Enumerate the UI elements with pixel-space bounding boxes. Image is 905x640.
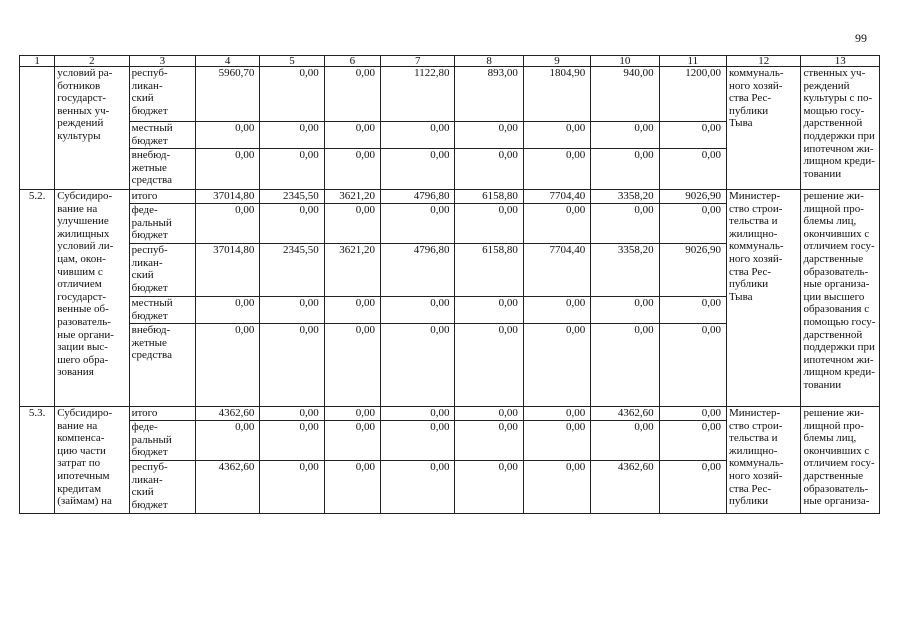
amount-cell: 4362,60	[196, 461, 260, 514]
amount-cell: 0,00	[381, 461, 455, 514]
amount-cell: 0,00	[659, 421, 726, 461]
amount-cell: 7704,40	[523, 190, 590, 204]
expected-result: ственных уч- реждений культуры с по- мощью госу- дарственной поддержки при ипотечном жи- лищном креди- товании	[801, 67, 880, 190]
column-header: 13	[801, 56, 880, 67]
column-header: 1	[20, 56, 55, 67]
table-row	[20, 67, 880, 122]
amount-cell: 0,00	[260, 204, 324, 244]
amount-cell: 0,00	[381, 204, 455, 244]
executor: Министер- ство строи- тельства и жилищно- коммуналь- ного хозяй- ства Рес- публики Тыва	[727, 190, 801, 407]
amount-cell: 0,00	[659, 407, 726, 421]
amount-cell: 0,00	[455, 122, 523, 149]
amount-cell: 37014,80	[196, 190, 260, 204]
amount-cell: 4796,80	[381, 244, 455, 297]
amount-cell: 0,00	[196, 324, 260, 407]
amount-cell: 5960,70	[196, 67, 260, 122]
item-name: Субсидиро- вание на компенса- цию части затрат по ипотечным кредитам (займам) на	[55, 407, 129, 514]
funding-source: местный бюджет	[129, 122, 195, 149]
amount-cell: 4362,60	[196, 407, 260, 421]
amount-cell: 0,00	[260, 67, 324, 122]
funding-source: респуб- ликан- ский бюджет	[129, 244, 195, 297]
amount-cell: 0,00	[591, 297, 659, 324]
item-number	[20, 67, 55, 190]
amount-cell: 0,00	[591, 324, 659, 407]
amount-cell: 0,00	[381, 297, 455, 324]
funding-source: внебюд- жетные средства	[129, 324, 195, 407]
amount-cell: 9026,90	[659, 244, 726, 297]
amount-cell: 0,00	[324, 204, 380, 244]
amount-cell: 0,00	[196, 204, 260, 244]
amount-cell: 7704,40	[523, 244, 590, 297]
amount-cell: 0,00	[324, 421, 380, 461]
amount-cell: 1200,00	[659, 67, 726, 122]
amount-cell: 0,00	[659, 204, 726, 244]
funding-source: итого	[129, 190, 195, 204]
amount-cell: 0,00	[260, 324, 324, 407]
amount-cell: 6158,80	[455, 244, 523, 297]
amount-cell: 0,00	[324, 407, 380, 421]
amount-cell: 0,00	[196, 149, 260, 190]
column-header: 9	[523, 56, 590, 67]
amount-cell: 0,00	[659, 297, 726, 324]
header-row	[20, 56, 880, 67]
amount-cell: 0,00	[196, 122, 260, 149]
amount-cell: 9026,90	[659, 190, 726, 204]
amount-cell: 0,00	[324, 461, 380, 514]
amount-cell: 0,00	[260, 421, 324, 461]
amount-cell: 2345,50	[260, 190, 324, 204]
amount-cell: 0,00	[260, 461, 324, 514]
amount-cell: 0,00	[455, 297, 523, 324]
amount-cell: 0,00	[523, 149, 590, 190]
amount-cell: 2345,50	[260, 244, 324, 297]
amount-cell: 0,00	[523, 421, 590, 461]
amount-cell: 0,00	[591, 421, 659, 461]
amount-cell: 0,00	[659, 122, 726, 149]
column-header: 12	[727, 56, 801, 67]
program-table	[19, 55, 880, 514]
amount-cell: 37014,80	[196, 244, 260, 297]
amount-cell: 0,00	[381, 149, 455, 190]
amount-cell: 0,00	[523, 461, 590, 514]
item-name: условий ра- ботников государст- венных уч- реждений культуры	[55, 67, 129, 190]
page-number: 99	[855, 31, 867, 45]
executor: Министер- ство строи- тельства и жилищно- коммуналь- ного хозяй- ства Рес- публики	[727, 407, 801, 514]
funding-source: респуб- ликан- ский бюджет	[129, 461, 195, 514]
amount-cell: 3621,20	[324, 190, 380, 204]
amount-cell: 0,00	[196, 421, 260, 461]
table-row	[20, 407, 880, 421]
amount-cell: 0,00	[523, 407, 590, 421]
amount-cell: 0,00	[381, 407, 455, 421]
funding-source: внебюд- жетные средства	[129, 149, 195, 190]
amount-cell: 1804,90	[523, 67, 590, 122]
amount-cell: 0,00	[455, 407, 523, 421]
amount-cell: 0,00	[324, 149, 380, 190]
amount-cell: 3621,20	[324, 244, 380, 297]
amount-cell: 0,00	[455, 461, 523, 514]
amount-cell: 0,00	[381, 421, 455, 461]
amount-cell: 4362,60	[591, 407, 659, 421]
amount-cell: 6158,80	[455, 190, 523, 204]
amount-cell: 0,00	[659, 149, 726, 190]
amount-cell: 0,00	[324, 324, 380, 407]
amount-cell: 0,00	[455, 324, 523, 407]
amount-cell: 0,00	[260, 149, 324, 190]
table-row	[20, 190, 880, 204]
amount-cell: 0,00	[591, 204, 659, 244]
column-header: 3	[129, 56, 195, 67]
amount-cell: 0,00	[324, 297, 380, 324]
amount-cell: 0,00	[455, 149, 523, 190]
column-header: 7	[381, 56, 455, 67]
amount-cell: 0,00	[260, 297, 324, 324]
amount-cell: 0,00	[659, 324, 726, 407]
column-header: 10	[591, 56, 659, 67]
amount-cell: 0,00	[591, 122, 659, 149]
item-name: Субсидиро- вание на улучшение жилищных условий ли- цам, окон- чившим с отличием государст- венные об- разователь- ные органи- зации выс- шего обра- зования	[55, 190, 129, 407]
amount-cell: 0,00	[523, 324, 590, 407]
amount-cell: 0,00	[324, 67, 380, 122]
amount-cell: 893,00	[455, 67, 523, 122]
amount-cell: 0,00	[381, 122, 455, 149]
item-number: 5.3.	[20, 407, 55, 514]
funding-source: респуб- ликан- ский бюджет	[129, 67, 195, 122]
executor: коммуналь- ного хозяй- ства Рес- публики Тыва	[727, 67, 801, 190]
amount-cell: 0,00	[324, 122, 380, 149]
funding-source: феде- ральный бюджет	[129, 204, 195, 244]
amount-cell: 0,00	[523, 204, 590, 244]
amount-cell: 0,00	[591, 149, 659, 190]
amount-cell: 3358,20	[591, 244, 659, 297]
amount-cell: 4796,80	[381, 190, 455, 204]
item-number: 5.2.	[20, 190, 55, 407]
amount-cell: 940,00	[591, 67, 659, 122]
amount-cell: 0,00	[455, 204, 523, 244]
column-header: 5	[260, 56, 324, 67]
funding-source: местный бюджет	[129, 297, 195, 324]
funding-source: итого	[129, 407, 195, 421]
column-header: 6	[324, 56, 380, 67]
amount-cell: 4362,60	[591, 461, 659, 514]
amount-cell: 0,00	[523, 297, 590, 324]
column-header: 4	[196, 56, 260, 67]
amount-cell: 0,00	[381, 324, 455, 407]
amount-cell: 0,00	[196, 297, 260, 324]
amount-cell: 0,00	[260, 407, 324, 421]
amount-cell: 1122,80	[381, 67, 455, 122]
amount-cell: 0,00	[523, 122, 590, 149]
amount-cell: 0,00	[455, 421, 523, 461]
column-header: 11	[659, 56, 726, 67]
amount-cell: 0,00	[260, 122, 324, 149]
expected-result: решение жи- лищной про- блемы лиц, окончивших с отличием госу- дарственные образователь- ные организа-	[801, 407, 880, 514]
funding-source: феде- ральный бюджет	[129, 421, 195, 461]
column-header: 2	[55, 56, 129, 67]
amount-cell: 0,00	[659, 461, 726, 514]
amount-cell: 3358,20	[591, 190, 659, 204]
column-header: 8	[455, 56, 523, 67]
expected-result: решение жи- лищной про- блемы лиц, окончивших с отличием госу- дарственные образователь- ные организа- ции высшего образования с помощью госу- дарственной поддержки при ипотечном жи- лищном креди- товании	[801, 190, 880, 407]
